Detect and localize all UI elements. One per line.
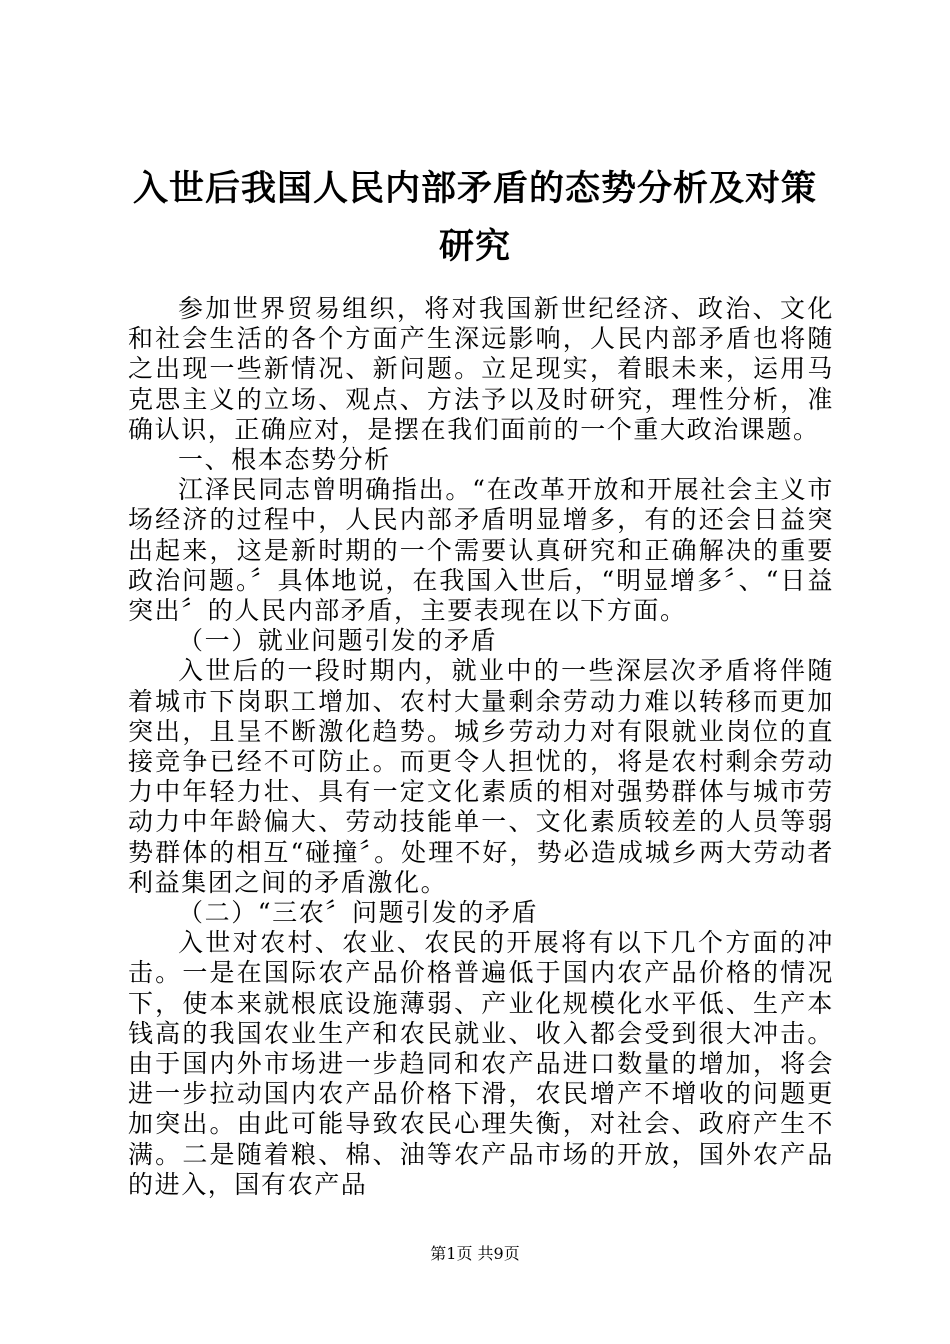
subsection-heading-employment: （一）就业问题引发的矛盾 bbox=[178, 626, 498, 656]
paragraph-quote: 江泽民同志曾明确指出。“在改革开放和开展社会主义市场经济的过程中，人民内部矛盾明显增多，有的还会日益突出起来，这是新时期的一个需要认真研究和正确解决的重要政治问题。〞具体地说，在我国入世后，“明显增多〞、“日益突出〞的人民内部矛盾，主要表现在以下方面。 bbox=[128, 475, 834, 626]
paragraph-employment: 入世后的一段时期内，就业中的一些深层次矛盾将伴随着城市下岗职工增加、农村大量剩余劳动力难以转移而更加突出，且呈不断激化趋势。城乡劳动力对有限就业岗位的直接竞争已经不可防止。而更令人担忧的，将是农村剩余劳动力中年轻力壮、具有一定文化素质的相对强势群体与城市劳动力中年龄偏大、劳动技能单一、文化素质较差的人员等弱势群体的相互“碰撞〞。处理不好，势必造成城乡两大劳动者利益集团之间的矛盾激化。 bbox=[128, 656, 834, 897]
section-heading-1: 一、根本态势分析 bbox=[178, 445, 391, 475]
paragraph-sannong: 入世对农村、农业、农民的开展将有以下几个方面的冲击。一是在国际农产品价格普遍低于国内农产品价格的情况下，使本来就根底设施薄弱、产业化规模化水平低、生产本钱高的我国农业生产和农民就业、收入都会受到很大冲击。由于国内外市场进一步趋同和农产品进口数量的增加，将会进一步拉动国内农产品价格下滑，农民增产不增收的问题更加突出。由此可能导致农民心理失衡，对社会、政府产生不满。二是随着粮、棉、油等农产品市场的开放，国外农产品的进入，国有农产品 bbox=[128, 928, 834, 1199]
subsection-heading-sannong: （二）“三农〞问题引发的矛盾 bbox=[178, 898, 539, 928]
document-body bbox=[128, 294, 834, 1200]
document-title: 入世后我国人民内部矛盾的态势分析及对策研究 bbox=[132, 168, 817, 267]
page-number-footer: 第1页 共9页 bbox=[430, 1244, 520, 1263]
paragraph-intro: 参加世界贸易组织，将对我国新世纪经济、政治、文化和社会生活的各个方面产生深远影响，人民内部矛盾也将随之出现一些新情况、新问题。立足现实，着眼未来，运用马克思主义的立场、观点、方法予以及时研究，理性分析，准确认识，正确应对，是摆在我们面前的一个重大政治课题。 bbox=[128, 294, 834, 444]
